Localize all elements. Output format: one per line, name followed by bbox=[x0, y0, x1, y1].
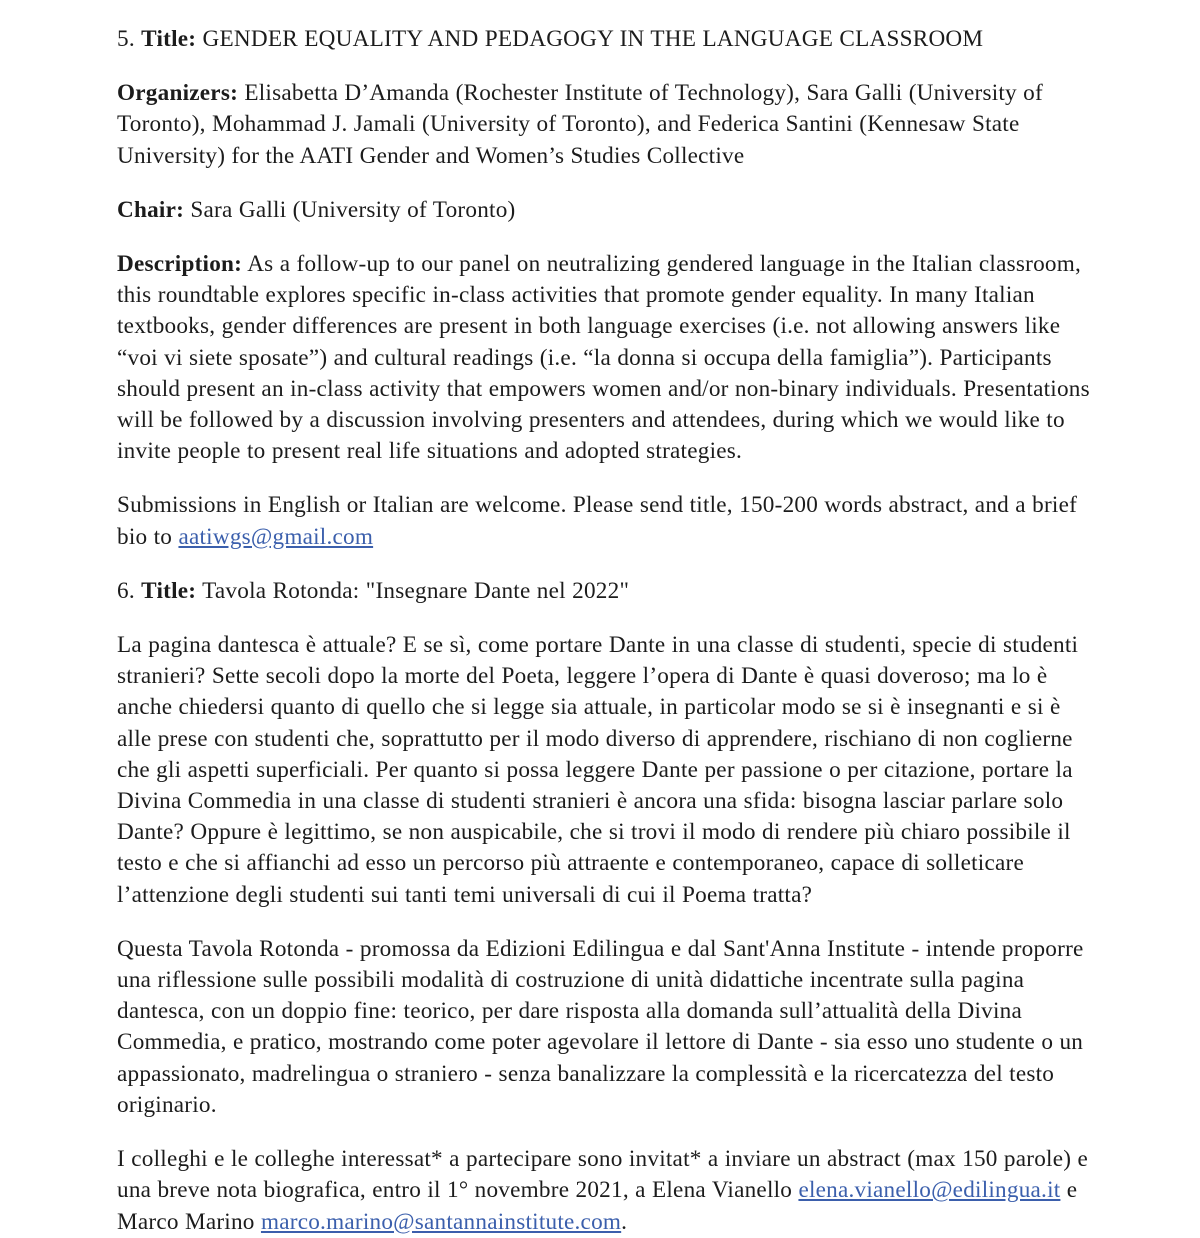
entry-5-chair bbox=[117, 195, 1092, 226]
entry-6-title-label: Title: bbox=[141, 577, 197, 604]
submissions-text: Submissions in English or Italian are welcome. Please send title, 150-200 words abstract, and a brief bio to bbox=[117, 492, 1078, 550]
chair-label: Chair: bbox=[117, 196, 185, 223]
entry-5-title-line bbox=[117, 24, 1092, 55]
entry-5-submissions bbox=[117, 490, 1092, 552]
marco-marino-email-link[interactable]: marco.marino@santannainstitute.com bbox=[260, 1208, 622, 1235]
entry-5-organizers bbox=[117, 78, 1092, 172]
entry-5-number: 5. bbox=[117, 26, 135, 52]
entry-5-description bbox=[117, 249, 1092, 467]
entry-5-title-label: Title: bbox=[141, 26, 197, 52]
organizers-text: Elisabetta D’Amanda (Rochester Institute of Technology), Sara Galli (University of Toronto), Mohammad J. Jamali (University of Toronto), and Federica Santini (Kennesaw State University) for the AATI Gender and Women’s Studies Collective bbox=[117, 80, 1043, 169]
entry-6-title-line bbox=[117, 576, 1092, 607]
closing-text-after-email-2: . bbox=[621, 1208, 628, 1235]
closing-text-between-emails: e Marco Marino bbox=[117, 1177, 1078, 1235]
closing-text-before-email-1: I colleghi e le colleghe interessat* a partecipare sono invitat* a inviare un abstract (max 150 parole) e una breve nota biografica, entro il 1° novembre 2021, a Elena Vianello bbox=[117, 1146, 1089, 1204]
entry-6-closing bbox=[117, 1144, 1092, 1238]
chair-text: Sara Galli (University of Toronto) bbox=[190, 196, 516, 223]
entry-6-number: 6. bbox=[117, 577, 135, 604]
description-label: Description: bbox=[117, 251, 243, 278]
entry-6-paragraph-1: La pagina dantesca è attuale? E se sì, come portare Dante in una classe di studenti, specie di studenti stranieri? Sette secoli dopo la morte del Poeta, leggere l’opera di Dante è quasi doveroso; ma lo è anche chiedersi quanto di quello che si legge sia attuale, in particolar modo se si è insegnanti e si è alle prese con studenti che, soprattutto per il modo diverso di apprendere, rischiano di non coglierne che gli aspetti superficiali. Per quanto si possa leggere Dante per passione o per citazione, portare la Divina Commedia in una classe di studenti stranieri è ancora una sfida: bisogna lasciar parlare solo Dante? Oppure è legittimo, se non auspicabile, che si trovi il modo di rendere più chiaro possibile il testo e che si affianchi ad esso un percorso più attraente e contemporaneo, capace di solleticare l’attenzione degli studenti sui tanti temi universali di cui il Poema tratta? bbox=[117, 632, 1079, 908]
entry-6-paragraph-2: Questa Tavola Rotonda - promossa da Edizioni Edilingua e dal Sant'Anna Institute - intende proporre una riflessione sulle possibili modalità di costruzione di unità didattiche incentrate sulla pagina dantesca, con un doppio fine: teorico, per dare risposta alla domanda sull’attualità della Divina Commedia, e pratico, mostrando come poter agevolare il lettore di Dante - sia esso uno studente o un appassionato, madrelingua o straniero - senza banalizzare la complessità e la ricercatezza del testo originario. bbox=[117, 935, 1084, 1118]
organizers-label: Organizers: bbox=[117, 80, 239, 107]
entry-6-title-text: Tavola Rotonda: "Insegnare Dante nel 2022" bbox=[202, 577, 630, 604]
entry-5-title-text: GENDER EQUALITY AND PEDAGOGY IN THE LANGUAGE CLASSROOM bbox=[202, 26, 984, 52]
description-text: As a follow-up to our panel on neutralizing gendered language in the Italian classroom, this roundtable explores specific in-class activities that promote gender equality. In many Italian textbooks, gender differences are present in both language exercises (i.e. not allowing answers like “voi vi siete sposate”) and cultural readings (i.e. “la donna si occupa della famiglia”). Participants should present an in-class activity that empowers women and/or non-binary individuals. Presentations will be followed by a discussion involving presenters and attendees, during which we would like to invite people to present real life situations and adopted strategies. bbox=[117, 251, 1090, 465]
submissions-email-link[interactable]: aatiwgs@gmail.com bbox=[178, 523, 374, 550]
elena-vianello-email-link[interactable]: elena.vianello@edilingua.it bbox=[798, 1177, 1061, 1204]
